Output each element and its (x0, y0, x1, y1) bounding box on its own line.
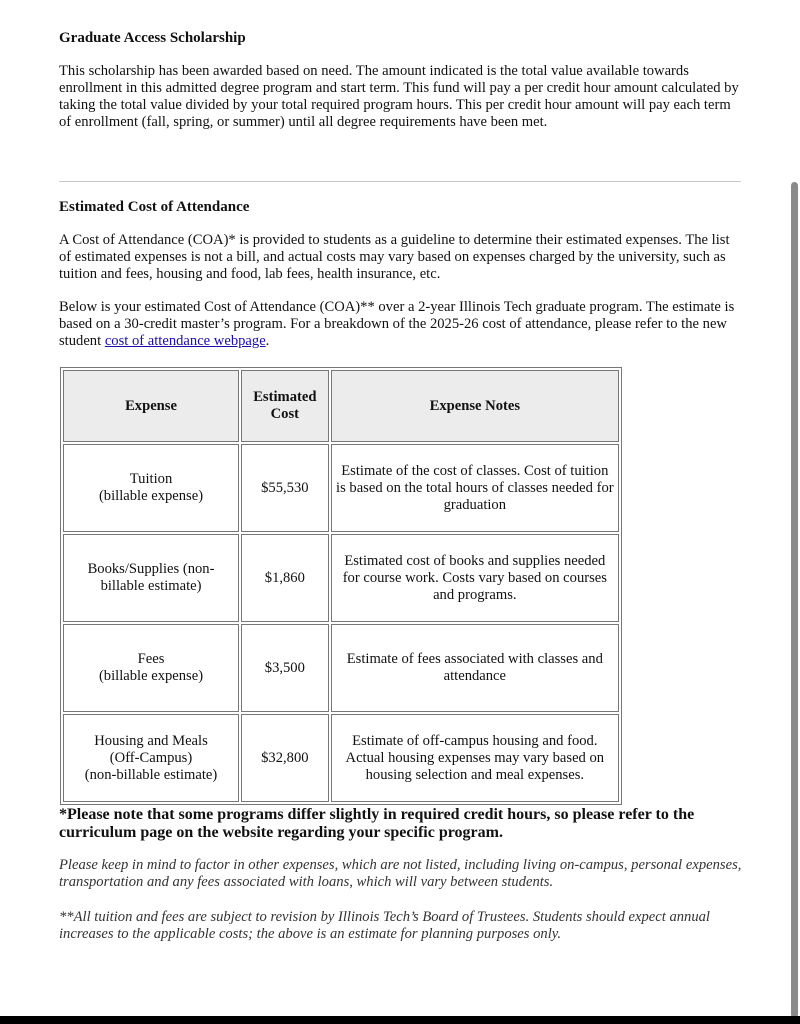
notes-cell: Estimate of off-campus housing and food. Actual housing expenses may vary based on housing selection and meal expenses. (331, 714, 619, 802)
section-divider (59, 181, 741, 182)
expense-type: (non-billable estimate) (84, 766, 218, 783)
expense-cell (63, 444, 239, 532)
cost-of-attendance-table (60, 367, 622, 805)
tuition-revision-note: **All tuition and fees are subject to revision by Illinois Tech’s Board of Trustees. Students should expect annual increases to the applicable costs; the above is an estimate for planning purposes only. (59, 909, 710, 942)
cost-cell: $55,530 (241, 444, 329, 532)
bottom-edge-bar (0, 1016, 800, 1024)
scholarship-title: Graduate Access Scholarship (59, 30, 246, 46)
expense-name: Fees (137, 651, 165, 667)
scholarship-description: This scholarship has been awarded based on need. The amount indicated is the total value available towards enrollment in this admitted degree program and start term. This fund will pay a per credit hour amount calculated by taking the total value divided by your total required program hours. This per credit hour amount will pay each term of enrollment (fall, spring, or summer) until all degree requirements have been met. (59, 63, 739, 130)
notes-cell: Estimated cost of books and supplies needed for course work. Costs vary based on courses and programs. (331, 534, 619, 622)
expense-type: (billable expense) (98, 668, 204, 684)
table-row (63, 444, 619, 532)
cost-cell: $3,500 (241, 624, 329, 712)
coa-intro-text: A Cost of Attendance (COA)* is provided to students as a guideline to determine their estimated expenses. The list of estimated expenses is not a bill, and actual costs may vary based on expenses charged by the university, such as tuition and fees, housing and food, lab fees, health insurance, etc. (59, 232, 730, 282)
table-header-row (63, 370, 619, 442)
expense-cell (63, 534, 239, 622)
expense-cell (63, 714, 239, 802)
cost-of-attendance-link[interactable]: cost of attendance webpage (104, 333, 266, 349)
table-row (63, 714, 619, 802)
table-row (63, 534, 619, 622)
header-cost-line2: Cost (270, 406, 300, 422)
header-expense: Expense (63, 370, 239, 442)
expense-name: Books/Supplies (non- (87, 561, 215, 577)
coa-estimate-end: . (265, 333, 270, 349)
credit-hours-note: *Please note that some programs differ slightly in required credit hours, so please refer to the curriculum page on the website regarding your specific program. (59, 806, 695, 841)
expense-type: (billable expense) (98, 488, 204, 504)
coa-title: Estimated Cost of Attendance (59, 199, 250, 215)
coa-estimate-text (59, 299, 743, 350)
cost-cell: $32,800 (241, 714, 329, 802)
header-expense-notes: Expense Notes (331, 370, 619, 442)
expense-location: (Off-Campus) (109, 749, 193, 766)
expense-name: Tuition (129, 471, 173, 487)
header-cost-line1: Estimated (253, 389, 317, 405)
notes-cell: Estimate of fees associated with classes and attendance (331, 624, 619, 712)
cost-cell: $1,860 (241, 534, 329, 622)
table-row (63, 624, 619, 712)
header-estimated-cost (241, 370, 329, 442)
other-expenses-note: Please keep in mind to factor in other expenses, which are not listed, including living on-campus, personal expenses, transportation and any fees associated with loans, which will vary between students. (59, 857, 742, 890)
expense-type: billable estimate) (100, 578, 202, 594)
notes-cell: Estimate of the cost of classes. Cost of tuition is based on the total hours of classes needed for graduation (331, 444, 619, 532)
expense-name: Housing and Meals (94, 732, 208, 749)
expense-cell (63, 624, 239, 712)
coa-estimate-body: Below is your estimated Cost of Attendance (COA)** over a 2-year Illinois Tech graduate program. The estimate is based on a 30-credit master’s program. For a breakdown of the 2025-26 cost of attendance, please refer to the new student (59, 299, 735, 349)
scrollbar-thumb[interactable] (791, 182, 798, 1018)
